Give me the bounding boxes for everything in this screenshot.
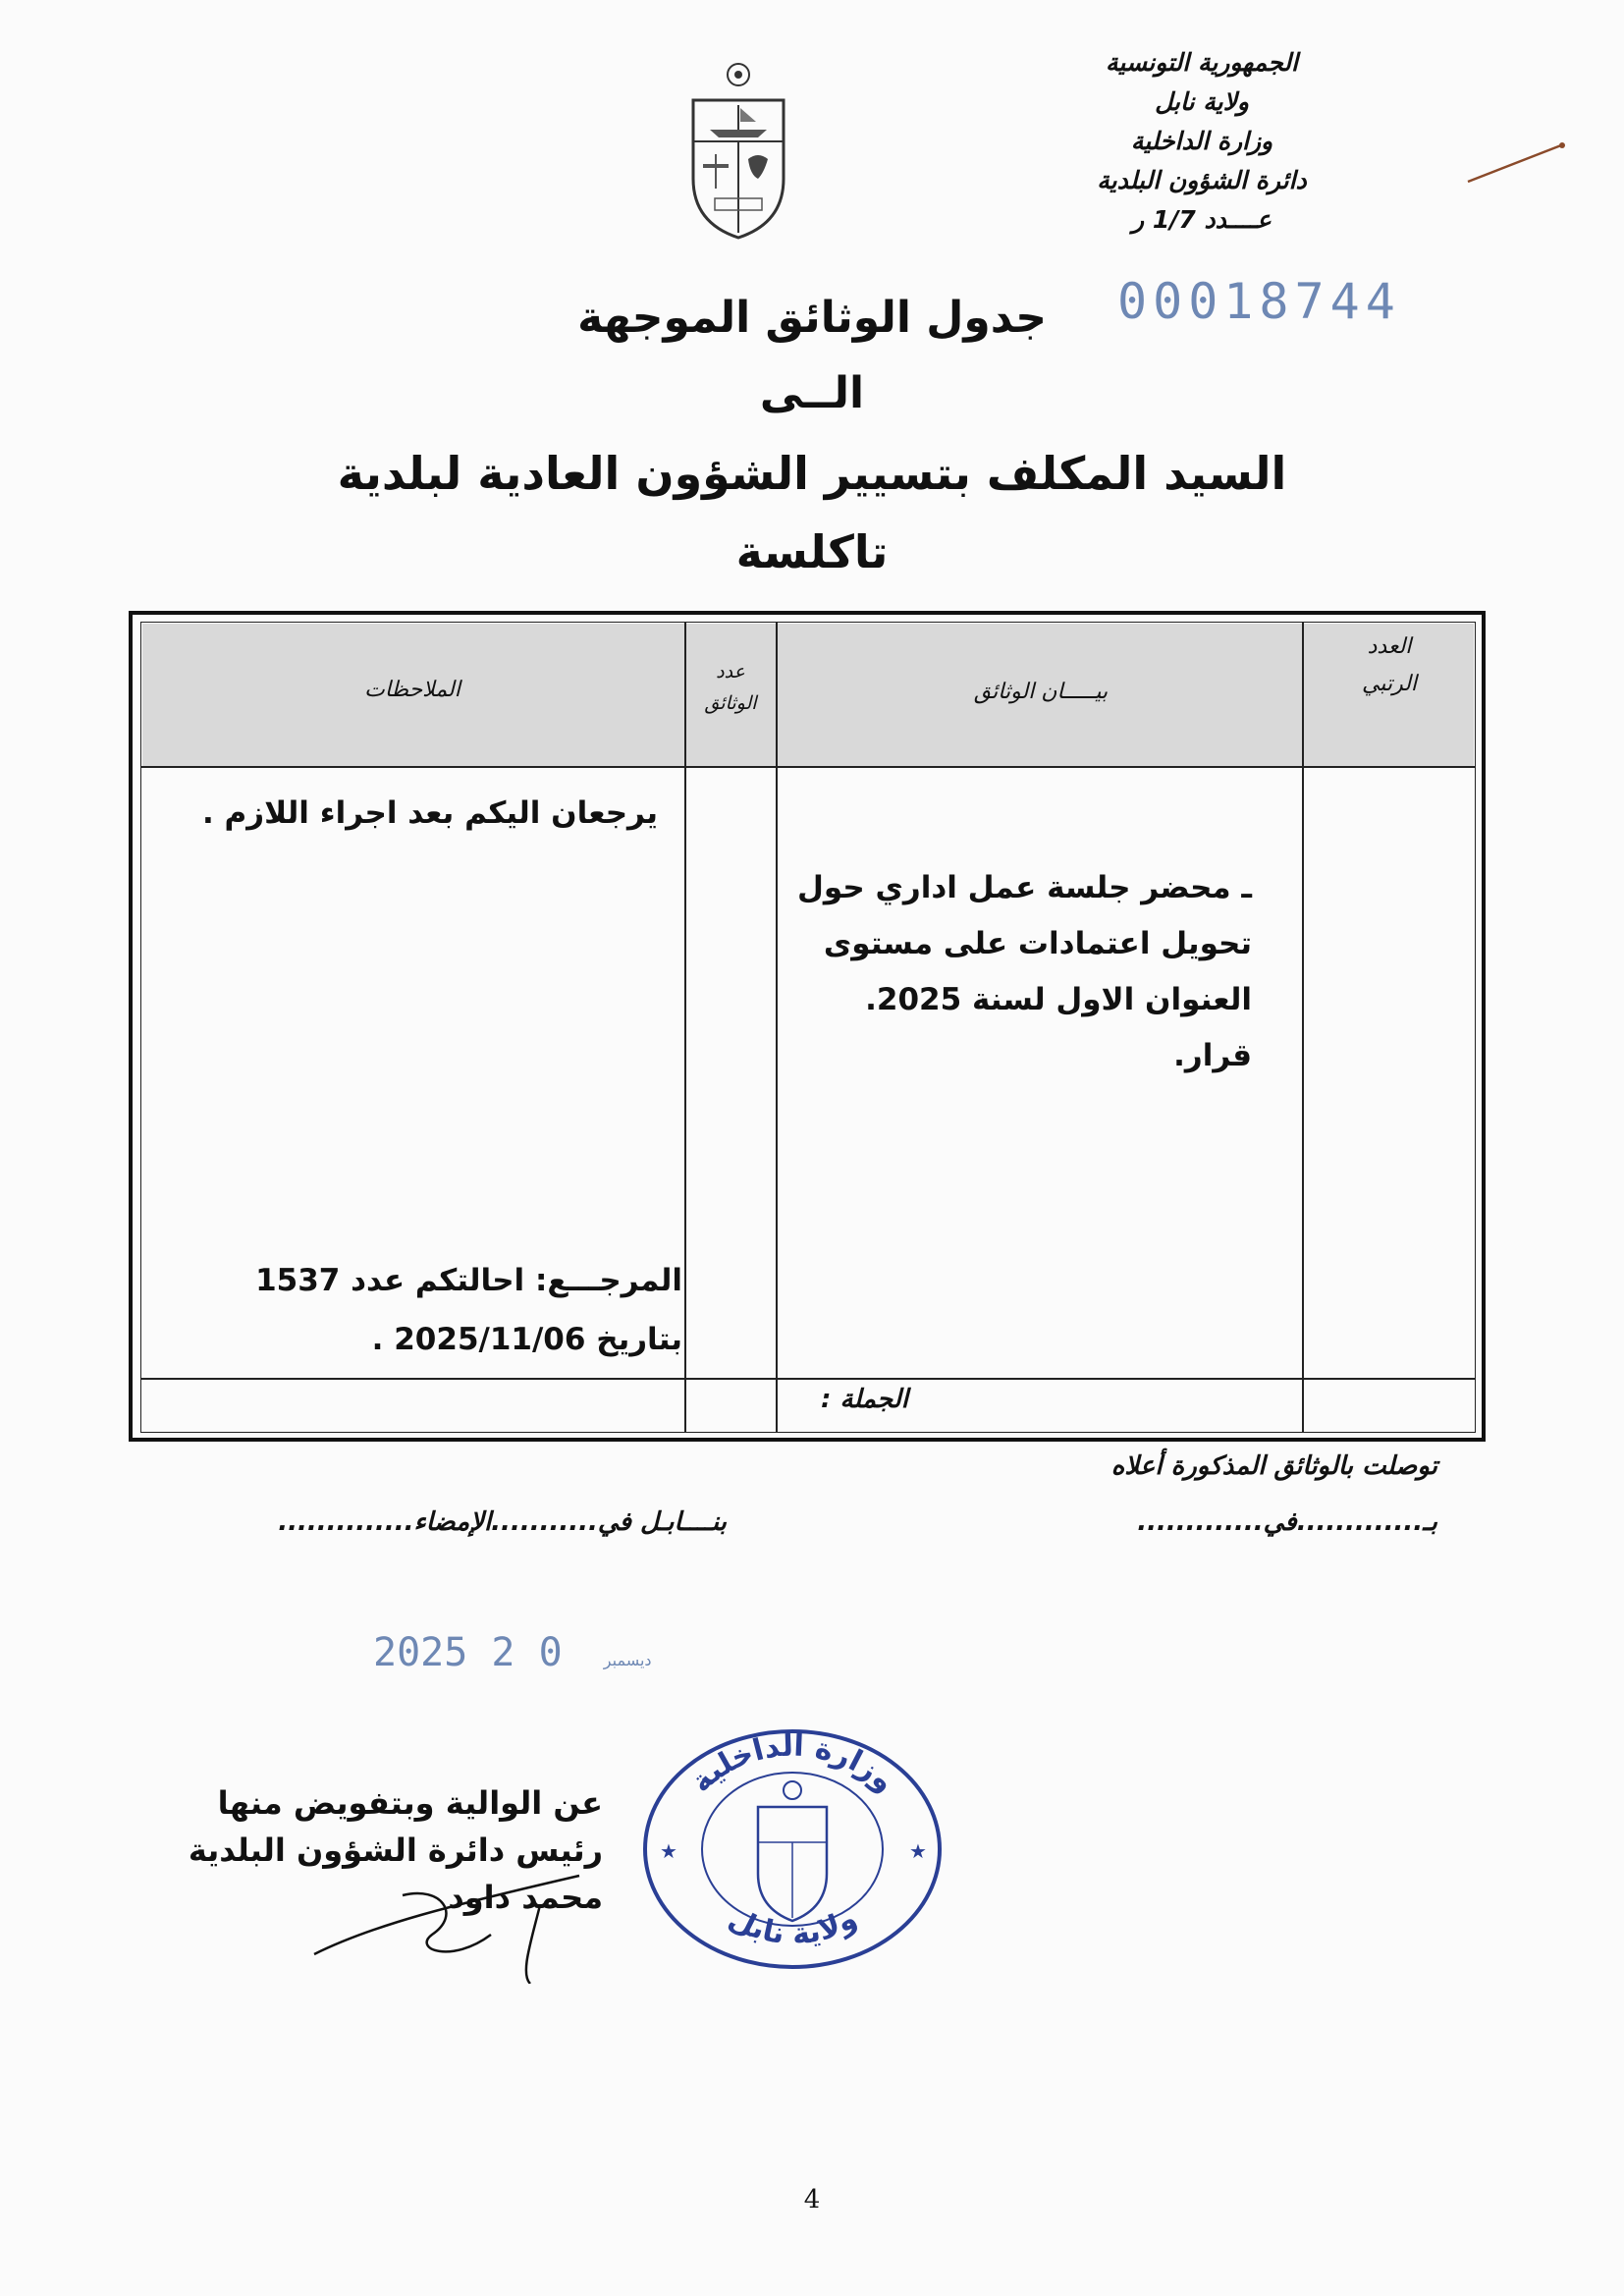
title-recipient: السيد المكلف بتسيير الشؤون العادية لبلدية [337, 447, 1287, 500]
description-line: العنوان الاول لسنة 2025. [865, 982, 1252, 1017]
header-description: بيـــــان الوثائق [973, 680, 1109, 704]
reference-block [147, 1251, 682, 1369]
notes-text: يرجعان اليكم بعد اجراء اللازم . [201, 795, 658, 831]
header-line-ministry: وزارة الداخلية [1130, 127, 1273, 155]
column-divider [776, 622, 778, 1433]
description-line: ـ محضر جلسة عمل اداري حول [797, 870, 1252, 905]
seal-top-text: وزارة الداخلية [683, 1728, 902, 1800]
header-count-line1: عدد [716, 661, 745, 683]
receipt-place-date: بـ.............في............. [1137, 1507, 1437, 1537]
title-municipality: تاكلسة [735, 525, 889, 578]
header-notes: الملاحظات [364, 678, 460, 702]
svg-text:★: ★ [660, 1839, 677, 1863]
column-divider [1302, 622, 1304, 1433]
reference-line: المرجـــع: احالتكم عدد 1537 [255, 1263, 682, 1298]
reference-line: بتاريخ 2025/11/06 . [371, 1322, 682, 1357]
header-serial-number-line2: الرتبي [1361, 672, 1418, 696]
title-to: الــى [759, 368, 865, 418]
signatory-name: محمد داود [448, 1879, 603, 1916]
date-stamp-day: 0 2 [491, 1630, 563, 1675]
header-line-department: دائرة الشؤون البلدية [1097, 166, 1307, 194]
header-count-line2: الوثائق [704, 692, 757, 714]
svg-text:★: ★ [909, 1839, 927, 1863]
header-count [687, 656, 774, 719]
column-divider [684, 622, 686, 1433]
seal-bottom-text: ولاية نابل [723, 1900, 863, 1952]
received-statement: توصلت بالوثائق المذكورة أعلاه [1110, 1451, 1437, 1481]
date-stamp [373, 1630, 670, 1675]
signatory-title: رئيس دائرة الشؤون البلدية [188, 1831, 603, 1869]
tunisia-emblem-icon [685, 61, 791, 243]
header-serial-number-line1: العدد [1367, 634, 1412, 659]
page-number: 4 [803, 2185, 821, 2214]
description-cell [781, 860, 1252, 1084]
description-line: قرار. [1173, 1038, 1252, 1073]
header-line-republic: الجمهورية التونسية [1106, 48, 1298, 77]
date-stamp-year: 2025 [373, 1630, 468, 1675]
pin-mark-icon [1463, 137, 1571, 196]
issuer-header [1025, 43, 1379, 240]
header-line-number: عــــدد 1/7 ر [1132, 205, 1272, 234]
svg-text:وزارة الداخلية [684, 1729, 901, 1800]
total-label: الجملة : [821, 1385, 908, 1414]
total-row-divider [140, 1378, 1476, 1380]
header-line-governorate: ولاية نابل [1155, 87, 1249, 116]
description-line: تحويل اعتمادات على مستوى [823, 926, 1252, 961]
handwritten-signature-icon [295, 1836, 589, 1984]
serial-number-stamp: 00018744 [1117, 273, 1401, 330]
signatory-authority: عن الوالية وبتفويض منها [217, 1784, 603, 1822]
header-divider [140, 766, 1476, 768]
header-serial-number [1306, 629, 1473, 703]
sender-place-date-signature: بنــــابـل في...........الإمضاء.............. [278, 1507, 727, 1537]
page-title: جدول الوثائق الموجهة [577, 293, 1047, 343]
date-stamp-month: ديسمبر [603, 1651, 652, 1669]
official-seal-icon [638, 1726, 947, 1972]
